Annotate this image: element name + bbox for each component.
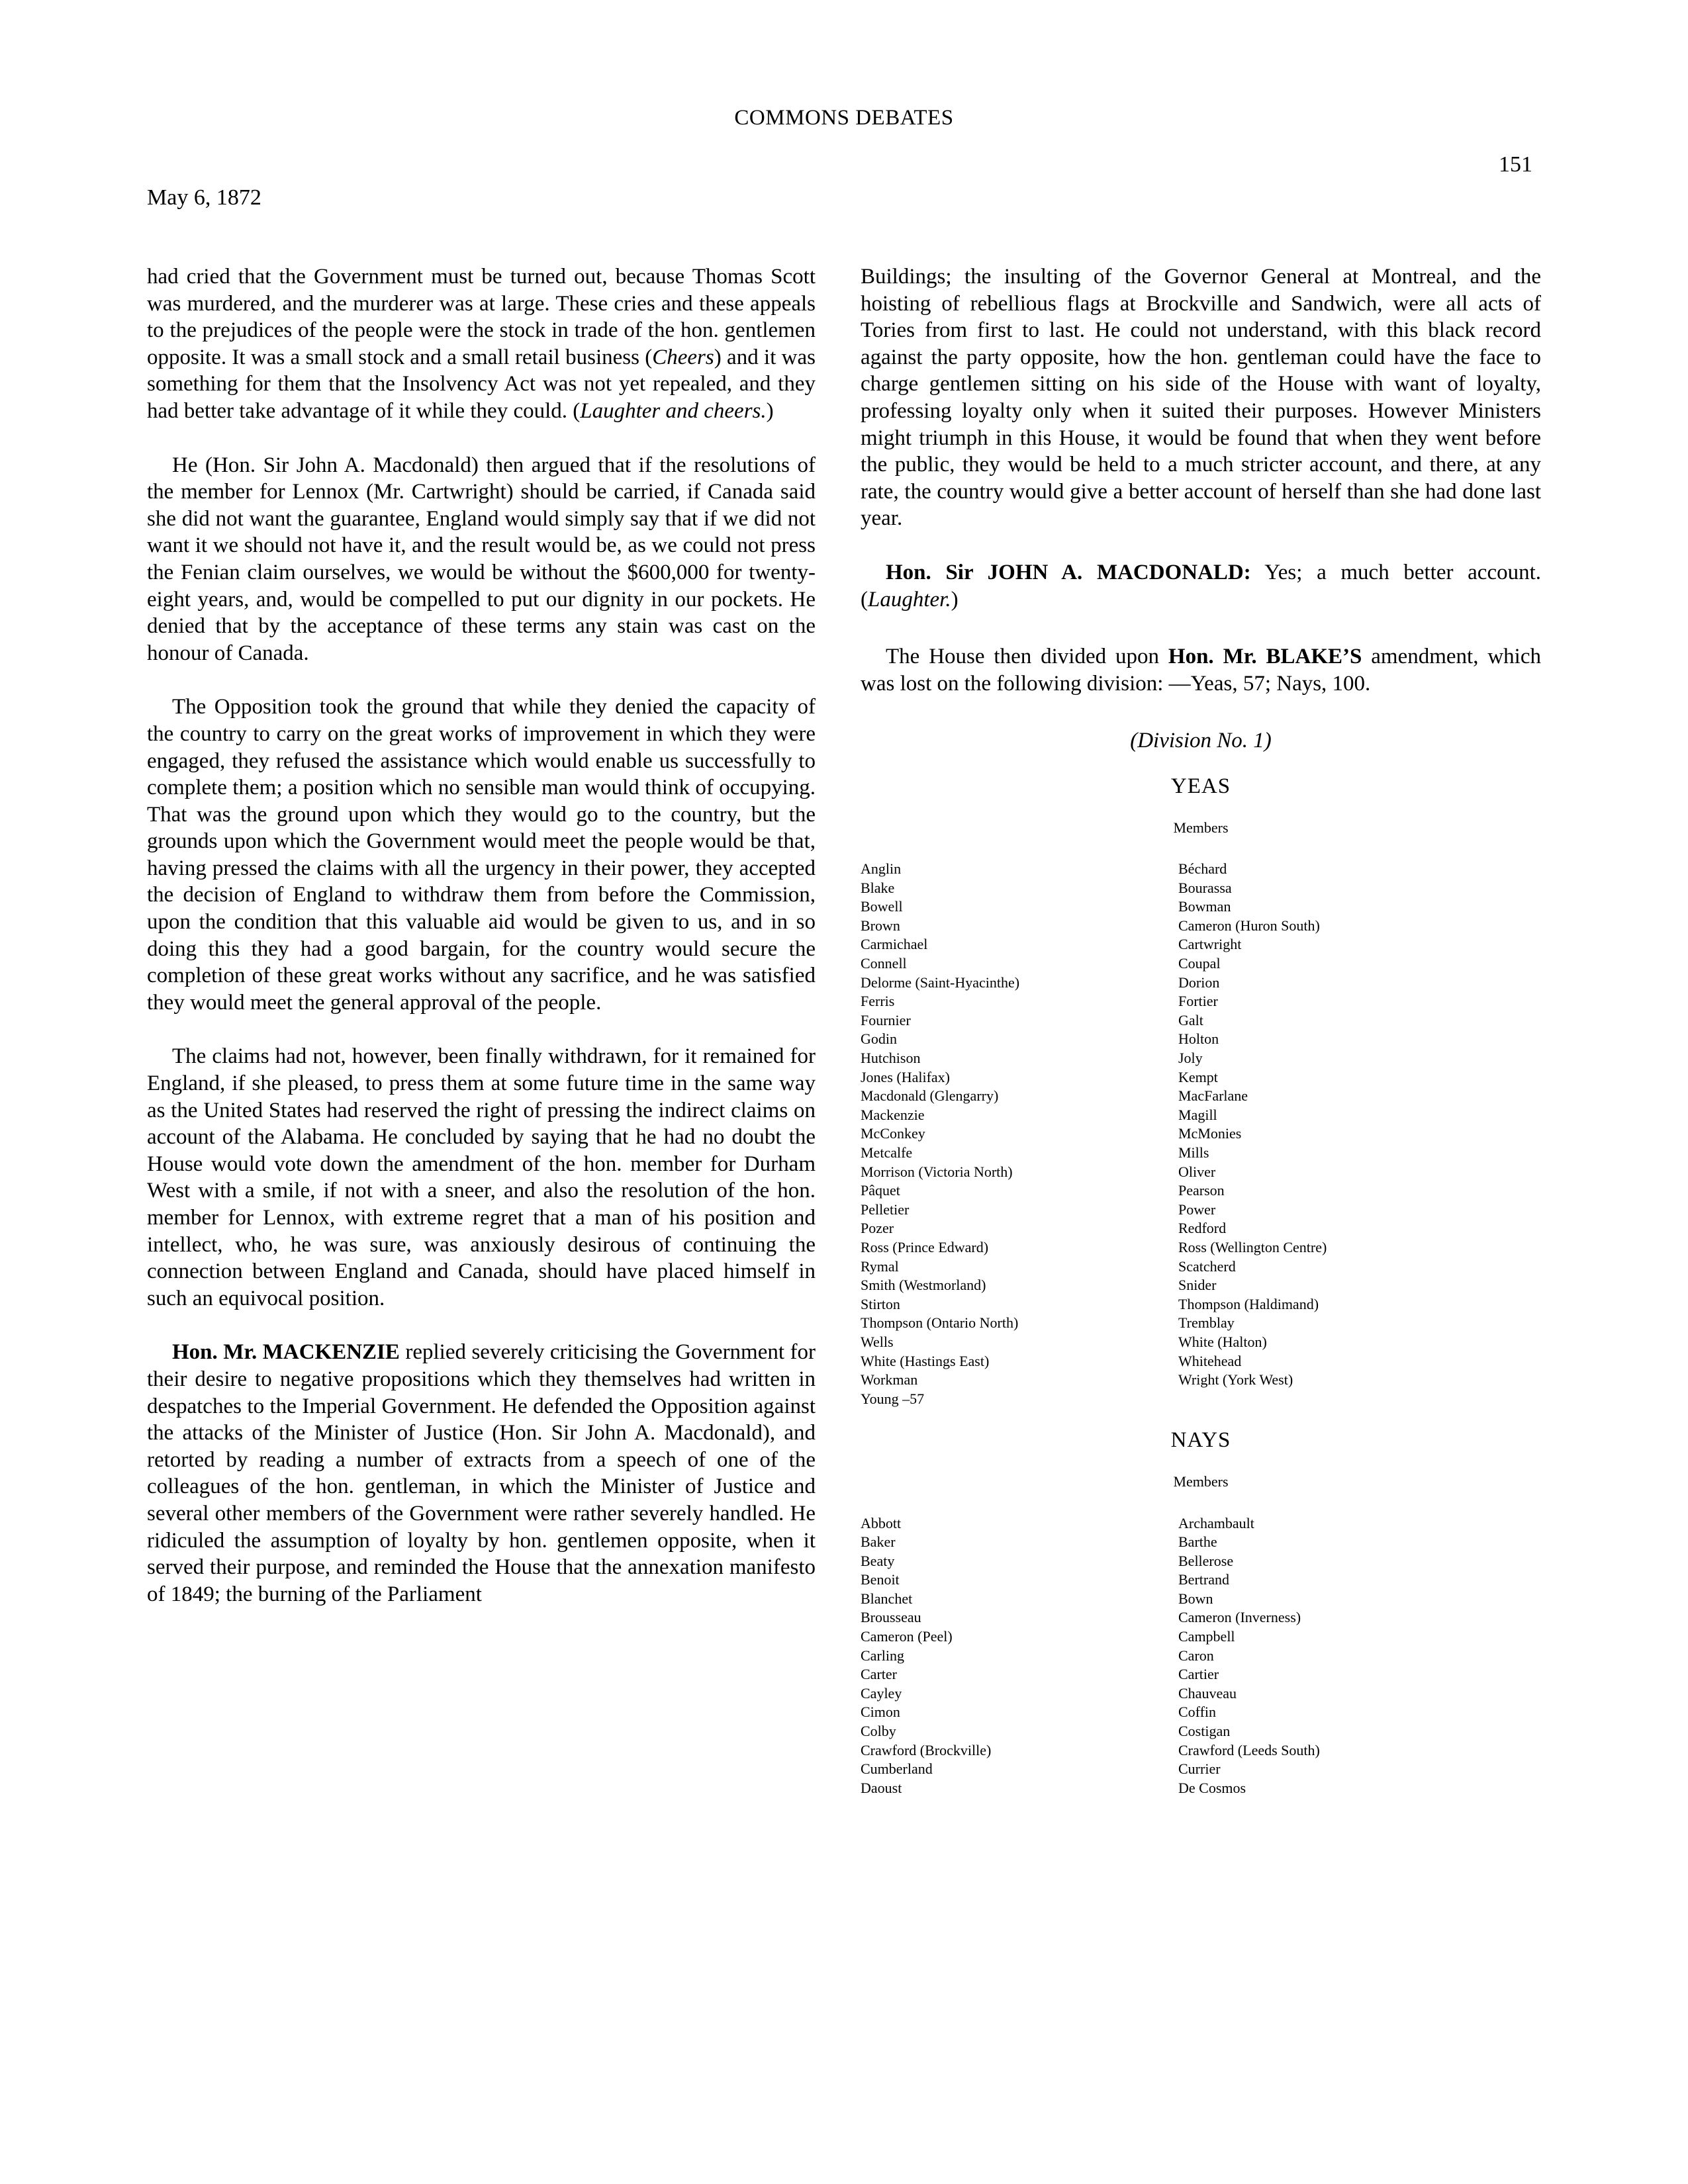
member-name: Coupal <box>1178 955 1221 972</box>
member-name: Caron <box>1178 1647 1214 1664</box>
member-name: McMonies <box>1178 1125 1242 1142</box>
member-name: Bowman <box>1178 898 1231 915</box>
paragraph-text: ) <box>951 587 959 612</box>
member-name: Delorme (Saint-Hyacinthe) <box>861 974 1020 991</box>
member-name: Galt <box>1178 1011 1203 1028</box>
member-name: Pozer <box>861 1220 894 1237</box>
member-name: Metcalfe <box>861 1144 913 1161</box>
member-name: Stirton <box>861 1295 900 1312</box>
member-name: Bertrand <box>1178 1571 1229 1588</box>
paragraph: The claims had not, however, been finally withdrawn, for it remained for England, if she pleased, to press them at some future time in the same way as the United States had reserved the right of pressing the indirect claims on account of the Alabama. He concluded by saying that he had no doubt the House would vote down the amendment of the hon. member for Durham West with a smile, if not with a sneer, and also the resolution of the hon. member for Lennox, with extreme regret that a man of his position and intellect, who, he was sure, was anxiously desirous of continuing the connection between England and Canada, should have placed himself in such an equivocal position. <box>147 1044 816 1310</box>
member-name: White (Hastings East) <box>861 1352 990 1369</box>
member-name: Currier <box>1178 1760 1221 1778</box>
member-name: Workman <box>861 1371 918 1388</box>
member-name: White (Halton) <box>1178 1333 1267 1350</box>
member-name: Oliver <box>1178 1163 1216 1180</box>
member-name: Bellerose <box>1178 1552 1234 1569</box>
member-name: Ferris <box>861 993 895 1010</box>
nays-right-column <box>1178 1514 1496 1798</box>
member-name: De Cosmos <box>1178 1779 1246 1796</box>
member-name: Power <box>1178 1201 1216 1218</box>
paragraph <box>147 1339 816 1608</box>
member-name: Rymal <box>861 1257 899 1275</box>
paragraph: The Opposition took the ground that while they denied the capacity of the country to carry on the great works of improvement in which they were engaged, they refused the assistance which would enable us successfully to complete them; a position which no sensible man would think of occupying. That was the ground upon which they would go to the country, but the grounds upon which the Government would meet the people would be that, having pressed the claims with all the urgency in their power, they accepted the decision of England to withdraw them from before the Commission, upon the condition that this valuable aid would be given to us, and in so doing this they had a good bargain, for the country would secure the completion of these great works without any sacrifice, and he was satisfied they would meet the general approval of the people. <box>147 695 816 1015</box>
member-name: Anglin <box>861 860 902 878</box>
member-name: Fournier <box>861 1011 911 1028</box>
member-name: Cameron (Huron South) <box>1178 917 1320 934</box>
speaker-name: Hon. Sir JOHN A. MACDONALD: <box>886 560 1251 584</box>
member-name: Whitehead <box>1178 1352 1242 1369</box>
paragraph <box>861 559 1541 613</box>
stage-direction: Laughter and cheers. <box>580 398 767 423</box>
member-name: Crawford (Leeds South) <box>1178 1741 1320 1758</box>
nays-list <box>861 1514 1541 1798</box>
member-name: Barthe <box>1178 1533 1217 1551</box>
member-name: Wells <box>861 1333 894 1350</box>
member-name: Blake <box>861 879 895 896</box>
yeas-right-column <box>1178 860 1496 1408</box>
speaker-name: Hon. Mr. BLAKE’S <box>1168 645 1362 669</box>
member-name: Chauveau <box>1178 1684 1237 1702</box>
member-name: Bourassa <box>1178 879 1232 896</box>
stage-direction: Cheers <box>652 345 714 369</box>
member-name: Bowell <box>861 898 903 915</box>
member-name: Scatcherd <box>1178 1257 1236 1275</box>
member-name: Coffin <box>1178 1704 1217 1721</box>
member-name: Mackenzie <box>861 1106 925 1123</box>
page-date: May 6, 1872 <box>147 185 261 210</box>
member-name: Cameron (Peel) <box>861 1628 953 1645</box>
member-name: Blanchet <box>861 1590 913 1607</box>
member-name: Kempt <box>1178 1068 1218 1085</box>
member-name: Campbell <box>1178 1628 1235 1645</box>
member-name: Béchard <box>1178 860 1227 878</box>
member-name: Brown <box>861 917 900 934</box>
member-name: Colby <box>861 1723 896 1740</box>
member-name: Beaty <box>861 1552 895 1569</box>
member-name: Young –57 <box>861 1390 925 1407</box>
member-name: Archambault <box>1178 1514 1254 1531</box>
right-column <box>861 263 1541 1816</box>
member-name: Jones (Halifax) <box>861 1068 951 1085</box>
member-name: Brousseau <box>861 1609 921 1626</box>
member-name: Daoust <box>861 1779 902 1796</box>
member-name: Tremblay <box>1178 1314 1235 1332</box>
paragraph-text: amendment, which was lost on the following division: —Yeas, 57; Nays, 100. <box>861 645 1541 696</box>
member-name: McConkey <box>861 1125 925 1142</box>
division-title: (Division No. 1) <box>1130 729 1272 753</box>
member-name: Baker <box>861 1533 896 1551</box>
speaker-name: Hon. Mr. MACKENZIE <box>172 1340 400 1365</box>
member-name: Hutchison <box>861 1050 921 1067</box>
paragraph: He (Hon. Sir John A. Macdonald) then argued that if the resolutions of the member for Lennox (Mr. Cartwright) should be carried, if Canada said she did not want the guarantee, England would simply say that if we did not want it we should not have it, and the result would be, as we could not press the Fenian claim ourselves, we would be without the $600,000 for twenty-eight years, and, would be compelled to put our dignity in our pockets. He denied that by the acceptance of these terms any stain was cast on the honour of Canada. <box>147 453 816 665</box>
member-name: Costigan <box>1178 1723 1231 1740</box>
member-name: Carter <box>861 1666 897 1683</box>
member-name: Holton <box>1178 1030 1219 1048</box>
page-number: 151 <box>1499 152 1532 177</box>
member-name: Pâquet <box>861 1182 900 1199</box>
member-name: Dorion <box>1178 974 1220 991</box>
member-name: Ross (Prince Edward) <box>861 1238 989 1255</box>
member-name: Bown <box>1178 1590 1213 1607</box>
paragraph-text: ) <box>766 398 774 423</box>
member-name: Carmichael <box>861 936 928 953</box>
paragraph-text: replied severely criticising the Government for their desire to negative propositions which they themselves had written in despatches to the Imperial Government. He defended the Opposition against the attacks of the Minister of Justice (Hon. Sir John A. Macdonald), and retorted by reading a number of extracts from a speech of one of the colleagues of the hon. gentleman, in which the Minister of Justice and several other members of the Government were rather severely handled. He ridiculed the assumption of loyalty by hon. gentlemen opposite, when it served their purpose, and reminded the House that the annexation manifesto of 1849; the burning of the Parliament <box>147 1340 816 1606</box>
paragraph-text: Yes; a much better account. ( <box>861 560 1542 612</box>
member-name: Godin <box>861 1030 897 1048</box>
member-name: Cimon <box>861 1704 900 1721</box>
members-label: Members <box>1173 1473 1229 1490</box>
member-name: Thompson (Ontario North) <box>861 1314 1019 1332</box>
member-name: Carling <box>861 1647 904 1664</box>
paragraph-text: ) and it was something for them that the Insolvency Act was not yet repealed, and they had better take advantage of it while they could. ( <box>147 345 816 423</box>
member-name: Snider <box>1178 1277 1217 1294</box>
paragraph: Buildings; the insulting of the Governor General at Montreal, and the hoisting of rebellious flags at Brockville and Sandwich, were all acts of Tories from first to last. He could not understand, with this black record against the party opposite, how the hon. gentleman could have the face to charge gentlemen sitting on his side of the House with want of loyalty, professing loyalty only when it suited their purposes. However Ministers might triumph in this House, it would be found that when they went before the public, they would be held to a much stricter account, and there, at any rate, the country would give a better account of herself than she had done last year. <box>861 265 1541 531</box>
nays-left-column <box>861 1514 1178 1798</box>
member-name: Thompson (Haldimand) <box>1178 1295 1319 1312</box>
member-name: Cumberland <box>861 1760 933 1778</box>
left-column <box>147 263 816 1635</box>
running-head: COMMONS DEBATES <box>734 106 954 130</box>
member-name: Connell <box>861 955 907 972</box>
members-label: Members <box>1173 819 1229 836</box>
yeas-heading: YEAS <box>1170 774 1231 798</box>
paragraph-text: had cried that the Government must be turned out, because Thomas Scott was murdered, and the murderer was at large. These cries and these appeals to the prejudices of the people were the stock in trade of the hon. gentlemen opposite. It was a small stock and a small retail business ( <box>147 265 816 369</box>
paragraph <box>861 643 1541 697</box>
member-name: Fortier <box>1178 993 1218 1010</box>
member-name: Cartwright <box>1178 936 1242 953</box>
member-name: Cayley <box>861 1684 902 1702</box>
paragraph-text: The House then divided upon <box>886 645 1168 669</box>
yeas-list <box>861 860 1541 1408</box>
member-name: Cartier <box>1178 1666 1219 1683</box>
stage-direction: Laughter. <box>868 587 951 612</box>
member-name: Pearson <box>1178 1182 1225 1199</box>
member-name: Wright (York West) <box>1178 1371 1293 1388</box>
member-name: Benoit <box>861 1571 900 1588</box>
member-name: Ross (Wellington Centre) <box>1178 1238 1327 1255</box>
member-name: Magill <box>1178 1106 1217 1123</box>
member-name: Abbott <box>861 1514 902 1531</box>
member-name: MacFarlane <box>1178 1087 1248 1105</box>
member-name: Smith (Westmorland) <box>861 1277 986 1294</box>
member-name: Macdonald (Glengarry) <box>861 1087 999 1105</box>
paragraph <box>147 263 816 425</box>
nays-heading: NAYS <box>1170 1428 1231 1453</box>
yeas-left-column <box>861 860 1178 1408</box>
member-name: Redford <box>1178 1220 1227 1237</box>
member-name: Pelletier <box>861 1201 910 1218</box>
member-name: Cameron (Inverness) <box>1178 1609 1301 1626</box>
member-name: Morrison (Victoria North) <box>861 1163 1013 1180</box>
member-name: Joly <box>1178 1050 1203 1067</box>
member-name: Crawford (Brockville) <box>861 1741 992 1758</box>
member-name: Mills <box>1178 1144 1209 1161</box>
